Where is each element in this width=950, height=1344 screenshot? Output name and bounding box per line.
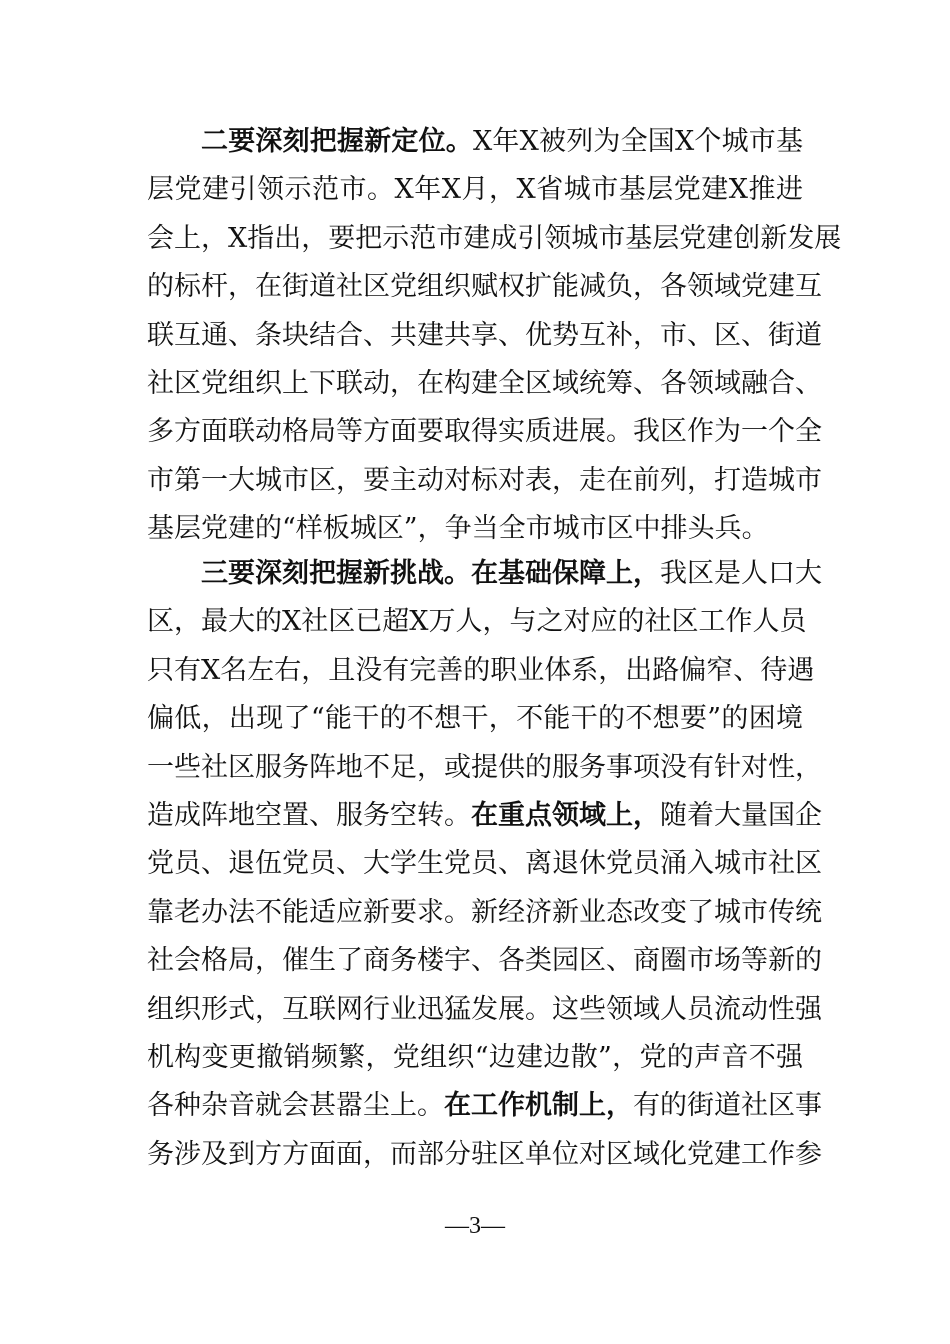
- text-span: 偏低，出现了“能干的不想干，不能干的不想要”的困境: [147, 703, 803, 735]
- text-span: 务涉及到方方面面，而部分驻区单位对区域化党建工作参: [147, 1138, 822, 1170]
- text-line: [147, 263, 822, 311]
- text-span: 各种杂音就会甚嚣尘上。: [147, 1090, 444, 1122]
- text-span: 会上，X指出，要把示范市建成引领城市基层党建创新发展: [147, 222, 842, 254]
- text-span: 我区是人口大: [660, 558, 822, 589]
- text-line: [147, 1082, 822, 1130]
- text-span: 的标杆，在街道社区党组织赋权扩能减负，各领域党建互: [147, 271, 822, 303]
- text-line: [147, 937, 822, 985]
- text-line: [147, 215, 842, 263]
- text-span: 只有X名左右，且没有完善的职业体系，出路偏窄、待遇: [147, 654, 815, 686]
- bold-heading-text: 在工作机制上，: [444, 1090, 633, 1122]
- text-span: 造成阵地空置、服务空转。: [147, 800, 471, 831]
- text-line: [147, 889, 822, 937]
- text-line: [147, 360, 822, 408]
- text-line: [147, 1131, 822, 1179]
- text-line: [147, 840, 822, 888]
- text-span: 组织形式，互联网行业迅猛发展。这些领域人员流动性强: [147, 993, 822, 1025]
- text-span: 社区党组织上下联动，在构建全区域统筹、各领域融合、: [147, 368, 822, 399]
- bold-heading-text: 三要深刻把握新挑战。在基础保障上，: [201, 558, 660, 589]
- bold-heading-text: 二要深刻把握新定位。: [201, 126, 473, 157]
- text-line: [147, 647, 815, 695]
- text-span: 靠老办法不能适应新要求。新经济新业态改变了城市传统: [147, 896, 822, 928]
- text-span: 社会格局，催生了商务楼宇、各类园区、商圈市场等新的: [147, 945, 822, 977]
- text-span: 联互通、条块结合、共建共享、优势互补，市、区、街道: [147, 319, 822, 351]
- text-span: 有的街道社区事: [633, 1090, 822, 1122]
- text-line: [147, 505, 803, 553]
- text-line: [147, 598, 807, 646]
- text-span: 基层党建的“样板城区”，争当全市城市区中排头兵。: [147, 513, 769, 545]
- text-line: [147, 744, 822, 792]
- text-line: [147, 166, 803, 214]
- bold-heading-text: 在重点领域上，: [471, 800, 660, 831]
- text-line: [147, 312, 822, 360]
- text-line: [147, 457, 822, 505]
- text-line: [201, 118, 803, 166]
- text-line: [147, 986, 822, 1034]
- text-span: 市第一大城市区，要主动对标对表，走在前列，打造城市: [147, 464, 822, 496]
- text-span: 党员、退伍党员、大学生党员、离退休党员涌入城市社区: [147, 848, 822, 880]
- text-line: [147, 792, 822, 840]
- text-line: [201, 550, 822, 598]
- text-line: [147, 408, 822, 456]
- text-span: 多方面联动格局等方面要取得实质进展。我区作为一个全: [147, 416, 822, 448]
- text-line: [147, 1034, 803, 1082]
- page-number: —3—: [445, 1213, 505, 1239]
- text-span: X年X被列为全国X个城市基: [472, 126, 803, 157]
- text-span: 一些社区服务阵地不足，或提供的服务事项没有针对性，: [147, 751, 822, 783]
- text-span: 机构变更撤销频繁，党组织“边建边散”，党的声音不强: [147, 1042, 803, 1073]
- text-span: 层党建引领示范市。X年X月，X省城市基层党建X推进: [147, 174, 803, 206]
- text-span: 随着大量国企: [660, 800, 822, 831]
- text-span: 区，最大的X社区已超X万人，与之对应的社区工作人员: [147, 606, 807, 638]
- text-line: [147, 695, 803, 743]
